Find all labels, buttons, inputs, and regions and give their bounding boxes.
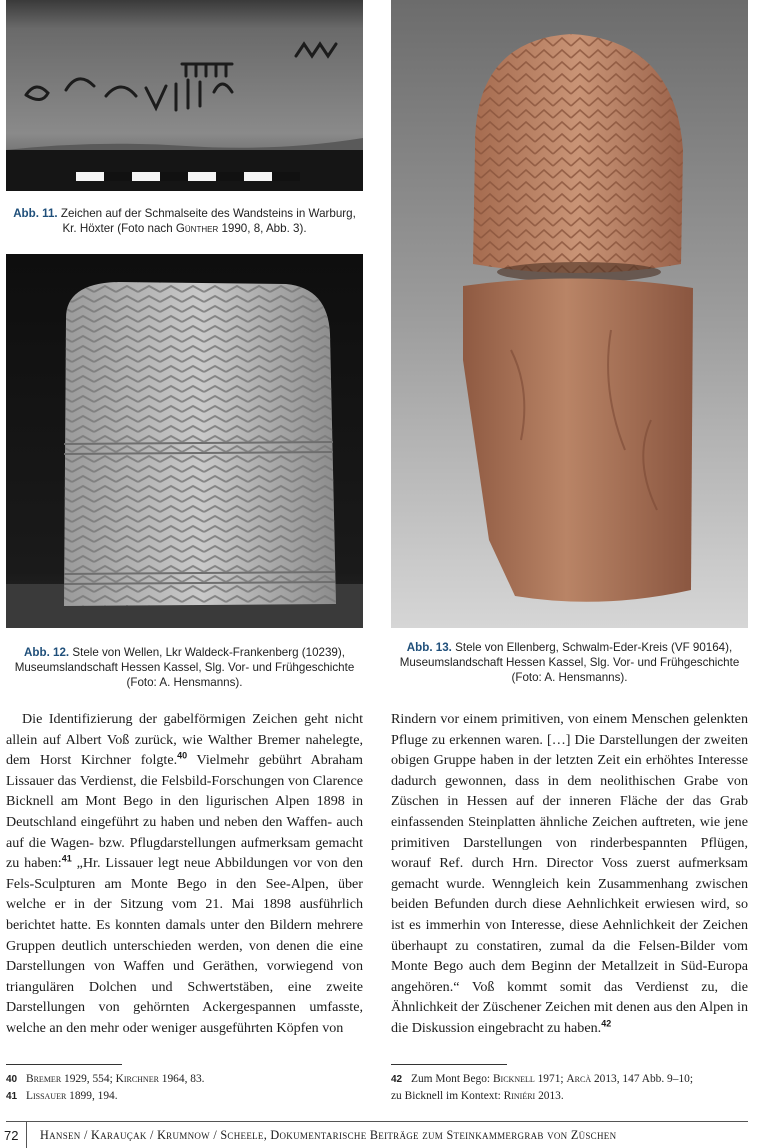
footnote-ref-41[interactable]: 41: [61, 853, 72, 864]
figure-12-photo: [6, 254, 363, 628]
figure-13-caption-line1: Stele von Ellenberg, Schwalm-Eder-Kreis (VF 90164),: [451, 641, 733, 654]
figure-11-label: Abb. 11.: [13, 207, 58, 220]
footnote-rule-left: [6, 1064, 122, 1065]
running-title: Hansen / Karauçak / Krumnow / Scheele, Dokumentarische Beiträge zum Steinkammergrab von Züschen: [40, 1128, 617, 1142]
footnote-40-author-a: Bremer: [26, 1073, 62, 1085]
body-text-left-b: Vielmehr gebührt Abraham Lissauer das Verdienst, die Felsbild-Forschungen von Clarence Bicknell am Mont Bego in den ligurischen Alpen 1898 in Deutschland eingeführt zu haben und neben den Waffen- auch auf die Wagen- bzw. Pflugdarstellungen aufmerksam gemacht zu haben:: [6, 752, 363, 872]
figure-11-caption-author: Günther: [175, 222, 219, 235]
footnote-42-line2: [391, 1088, 748, 1104]
body-column-left: [6, 709, 363, 1039]
footnote-42-text-d: zu Bicknell im Kontext:: [391, 1090, 504, 1102]
figure-13-caption-line3: (Foto: A. Hensmanns).: [511, 671, 628, 684]
footnote-40-ref-a: 1929, 554;: [61, 1073, 116, 1085]
footnote-41-author: Lissauer: [26, 1090, 67, 1102]
footnote-rule-right: [391, 1064, 507, 1065]
footnote-ref-40[interactable]: 40: [177, 750, 188, 761]
figure-12-caption-line2: Museumslandschaft Hessen Kassel, Slg. Vor- und Frühgeschichte: [14, 661, 355, 674]
footnote-42-ref-e: 2013.: [535, 1090, 564, 1102]
body-text-right-a: Rindern vor einem primitiven, von einem Menschen gelenkten Pfluge zu erkennen waren. […] Die Darstellungen der zweiten obigen Gruppe haben in der letzten Zeit ein erhöhtes Interesse dadurch gewonnen, dass in dem neolithischen Grabe von Züschen in Hessen auf der inneren Fläche der das Grab einfassenden Steinplatten ähnliche Zeichen auftreten, wie jene primitiven Darstellungen von rinderbespannten Pflügen, worauf Ref. durch Hrn. Director Voss zuerst aufmerksam gemacht wurde. Wenngleich kein Zusammenhang zwischen beiden Befunden durch diese Aehnlichkeit erwiesen wird, so ist es immerhin von Interesse, diese Aehnlichkeit der Zeichen überhaupt zu constatiren, zumal da die Felsen-Bilder vom Monte Bego auch dem Beginn der Metallzeit in Süd-Europa angehören.“ Voß kommt somit das Verdienst zu, die Ähnlichkeit der Züschener Zeichen mit denen aus den Alpen in die Diskussion eingebracht zu haben.: [391, 711, 748, 1036]
figure-12-caption-line1: Stele von Wellen, Lkr Waldeck-Frankenberg (10239),: [69, 646, 345, 659]
figure-11-caption-line2: Kr. Höxter (Foto nach: [62, 222, 176, 235]
figure-13-photo: [391, 0, 748, 628]
figure-11-caption-line1: Zeichen auf der Schmalseite des Wandsteins in Warburg,: [57, 207, 356, 220]
footnotes-right: [391, 1071, 748, 1104]
footnote-42-author-b: Bicknell: [492, 1073, 535, 1085]
footnote-40-number: 40: [6, 1074, 18, 1085]
figure-11-caption: [6, 206, 363, 236]
body-column-right: [391, 709, 748, 1039]
footer-rule: [6, 1121, 748, 1122]
figure-12-label: Abb. 12.: [24, 646, 70, 659]
figure-12-caption: [6, 645, 363, 690]
figure-11-caption-ref: 1990, 8, Abb. 3).: [218, 222, 307, 235]
footnote-42-text-a: Zum Mont Bego:: [411, 1073, 493, 1085]
body-text-left-a: Die Identifizierung der gabelförmigen Zeichen geht nicht allein auf Albert Voß zurück, wie Walther Bremer nahelegte, dem Horst Kirchner folgte.: [6, 711, 363, 769]
footnote-42-ref-c: 2013, 147 Abb. 9–10;: [591, 1073, 693, 1085]
footnote-41-ref: 1899, 194.: [66, 1090, 118, 1102]
footnote-41-number: 41: [6, 1091, 18, 1102]
body-text-left-c: „Hr. Lissauer legt neue Abbildungen vor von den Fels-Sculpturen am Monte Bego in den See-Alpen, über welche er in der Sitzung vom 21. Mai 1898 ausführlich berichtet hatte. Es konnten damals unter den Bildern mehrere Gruppen deutlich unterschieden werden, von denen die eine Darstellungen von Waffen und Geräthen, vorwiegend von triangulären Dolchen und Schwertstäben, eine zweite Darstellungen von gehörnten Ackergespannen umfasste, welche an den mehr oder weniger ausgeführten Köpfen von: [6, 855, 363, 1036]
figure-13-caption-line2: Museumslandschaft Hessen Kassel, Slg. Vor- und Frühgeschichte: [399, 656, 740, 669]
footnotes-left: [6, 1071, 363, 1105]
footnote-40-ref-b: 1964, 83.: [158, 1073, 205, 1085]
footnote-42-author-e: Riniéri: [503, 1090, 536, 1102]
body-paragraph-right: [391, 709, 748, 1039]
figure-13-label: Abb. 13.: [406, 641, 452, 654]
footnote-ref-42[interactable]: 42: [601, 1018, 612, 1029]
footnote-42-number: 42: [391, 1074, 403, 1085]
footnote-40: [6, 1071, 363, 1088]
figure-12-caption-line3: (Foto: A. Hensmanns).: [126, 676, 243, 689]
footnote-41: [6, 1088, 363, 1105]
figure-11-photo: [6, 0, 363, 191]
footer-divider: [26, 1121, 27, 1148]
footnote-40-author-b: Kirchner: [115, 1073, 159, 1085]
footnote-42: [391, 1071, 748, 1088]
footnote-42-author-c: Arcà: [566, 1073, 592, 1085]
body-paragraph-left: [6, 709, 363, 1039]
figure-13-caption: [391, 640, 748, 685]
footnote-42-ref-b: 1971;: [534, 1073, 567, 1085]
page-number: 72: [4, 1128, 19, 1143]
